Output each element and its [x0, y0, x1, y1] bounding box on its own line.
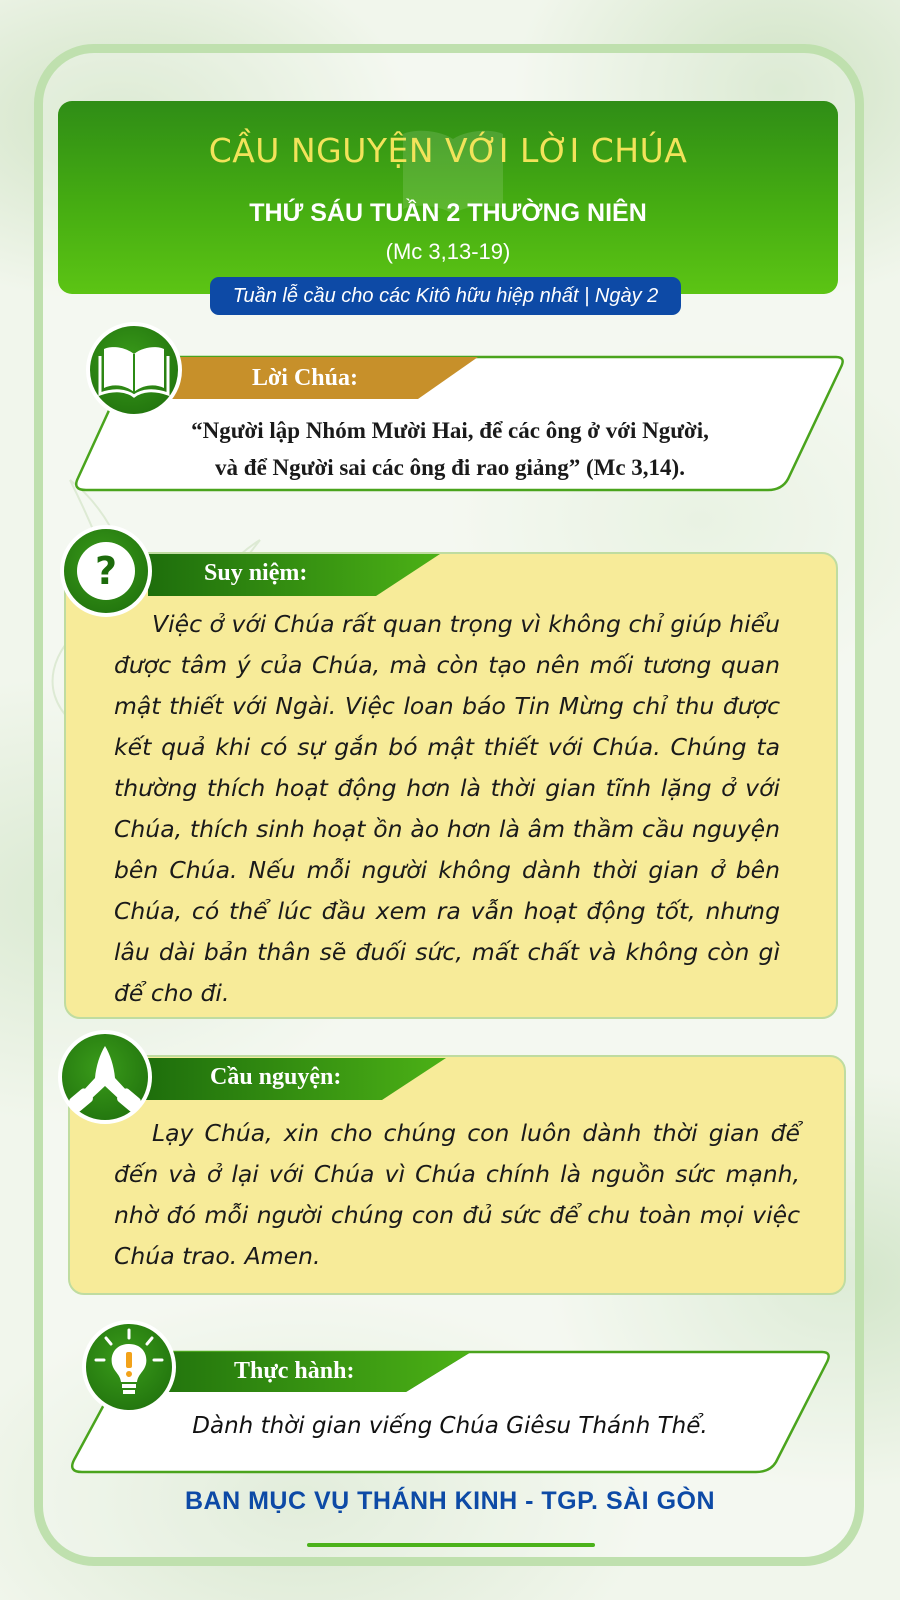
prayer-icon-circle: [58, 1030, 152, 1124]
footer-credit: BAN MỤC VỤ THÁNH KINH - TGP. SÀI GÒN: [184, 1487, 716, 1515]
quote-line-2: và để Người sai các ông đi rao giảng” (Mc 3,14).: [215, 455, 685, 480]
gospel-reference: (Mc 3,13-19): [385, 239, 511, 264]
prayer-text: Lạy Chúa, xin cho chúng con luôn dành thời gian để đến và ở lại với Chúa vì Chúa chính là nguồn sức mạnh, nhờ đó mỗi người chúng con đủ sức để chu toàn mọi việc Chúa trao. Amen.: [114, 1119, 800, 1270]
question-mark-icon: [64, 529, 148, 613]
practice-icon-circle: [82, 1320, 176, 1414]
header-banner: [58, 101, 838, 294]
svg-text:?: ?: [94, 549, 118, 593]
open-book-icon: [90, 326, 178, 414]
word-quote: [120, 412, 780, 486]
week-note-badge: Tuần lễ cầu cho các Kitô hữu hiệp nhất | Ngày 2: [210, 277, 681, 315]
practice-label: Thực hành:: [234, 1358, 355, 1384]
quote-line-1: “Người lập Nhóm Mười Hai, để các ông ở với Người,: [191, 418, 709, 443]
page-title: CẦU NGUYỆN VỚI LỜI CHÚA: [208, 131, 688, 170]
practice-text: Dành thời gian viếng Chúa Giêsu Thánh Thể.: [192, 1413, 708, 1439]
reflection-text: Việc ở với Chúa rất quan trọng vì không chỉ giúp hiểu được tâm ý của Chúa, mà còn tạo nên mối tương quan mật thiết với Ngài. Việc loan báo Tin Mừng chỉ thu được kết quả khi có sự gắn bó mật thiết với Chúa. Chúng ta thường thích hoạt động hơn là thời gian tĩnh lặng ở với Chúa, thích sinh hoạt ồn ào hơn là âm thầm cầu nguyện bên Chúa. Nếu mỗi người không dành thời gian ở bên Chúa, có thể lúc đầu xem ra vẫn hoạt động tốt, nhưng lâu dài bản thân sẽ đuối sức, mất chất và không còn gì để cho đi.: [114, 610, 780, 1007]
word-label: Lời Chúa:: [252, 365, 358, 391]
light-bulb-icon: [86, 1324, 172, 1410]
reflection-label: Suy niệm:: [204, 560, 308, 586]
page-subtitle: THỨ SÁU TUẦN 2 THƯỜNG NIÊN: [249, 199, 647, 227]
word-icon-circle: [86, 322, 182, 418]
footer-underline: [307, 1543, 595, 1547]
prayer-label: Cầu nguyện:: [210, 1064, 342, 1090]
praying-hands-icon: [62, 1034, 148, 1120]
